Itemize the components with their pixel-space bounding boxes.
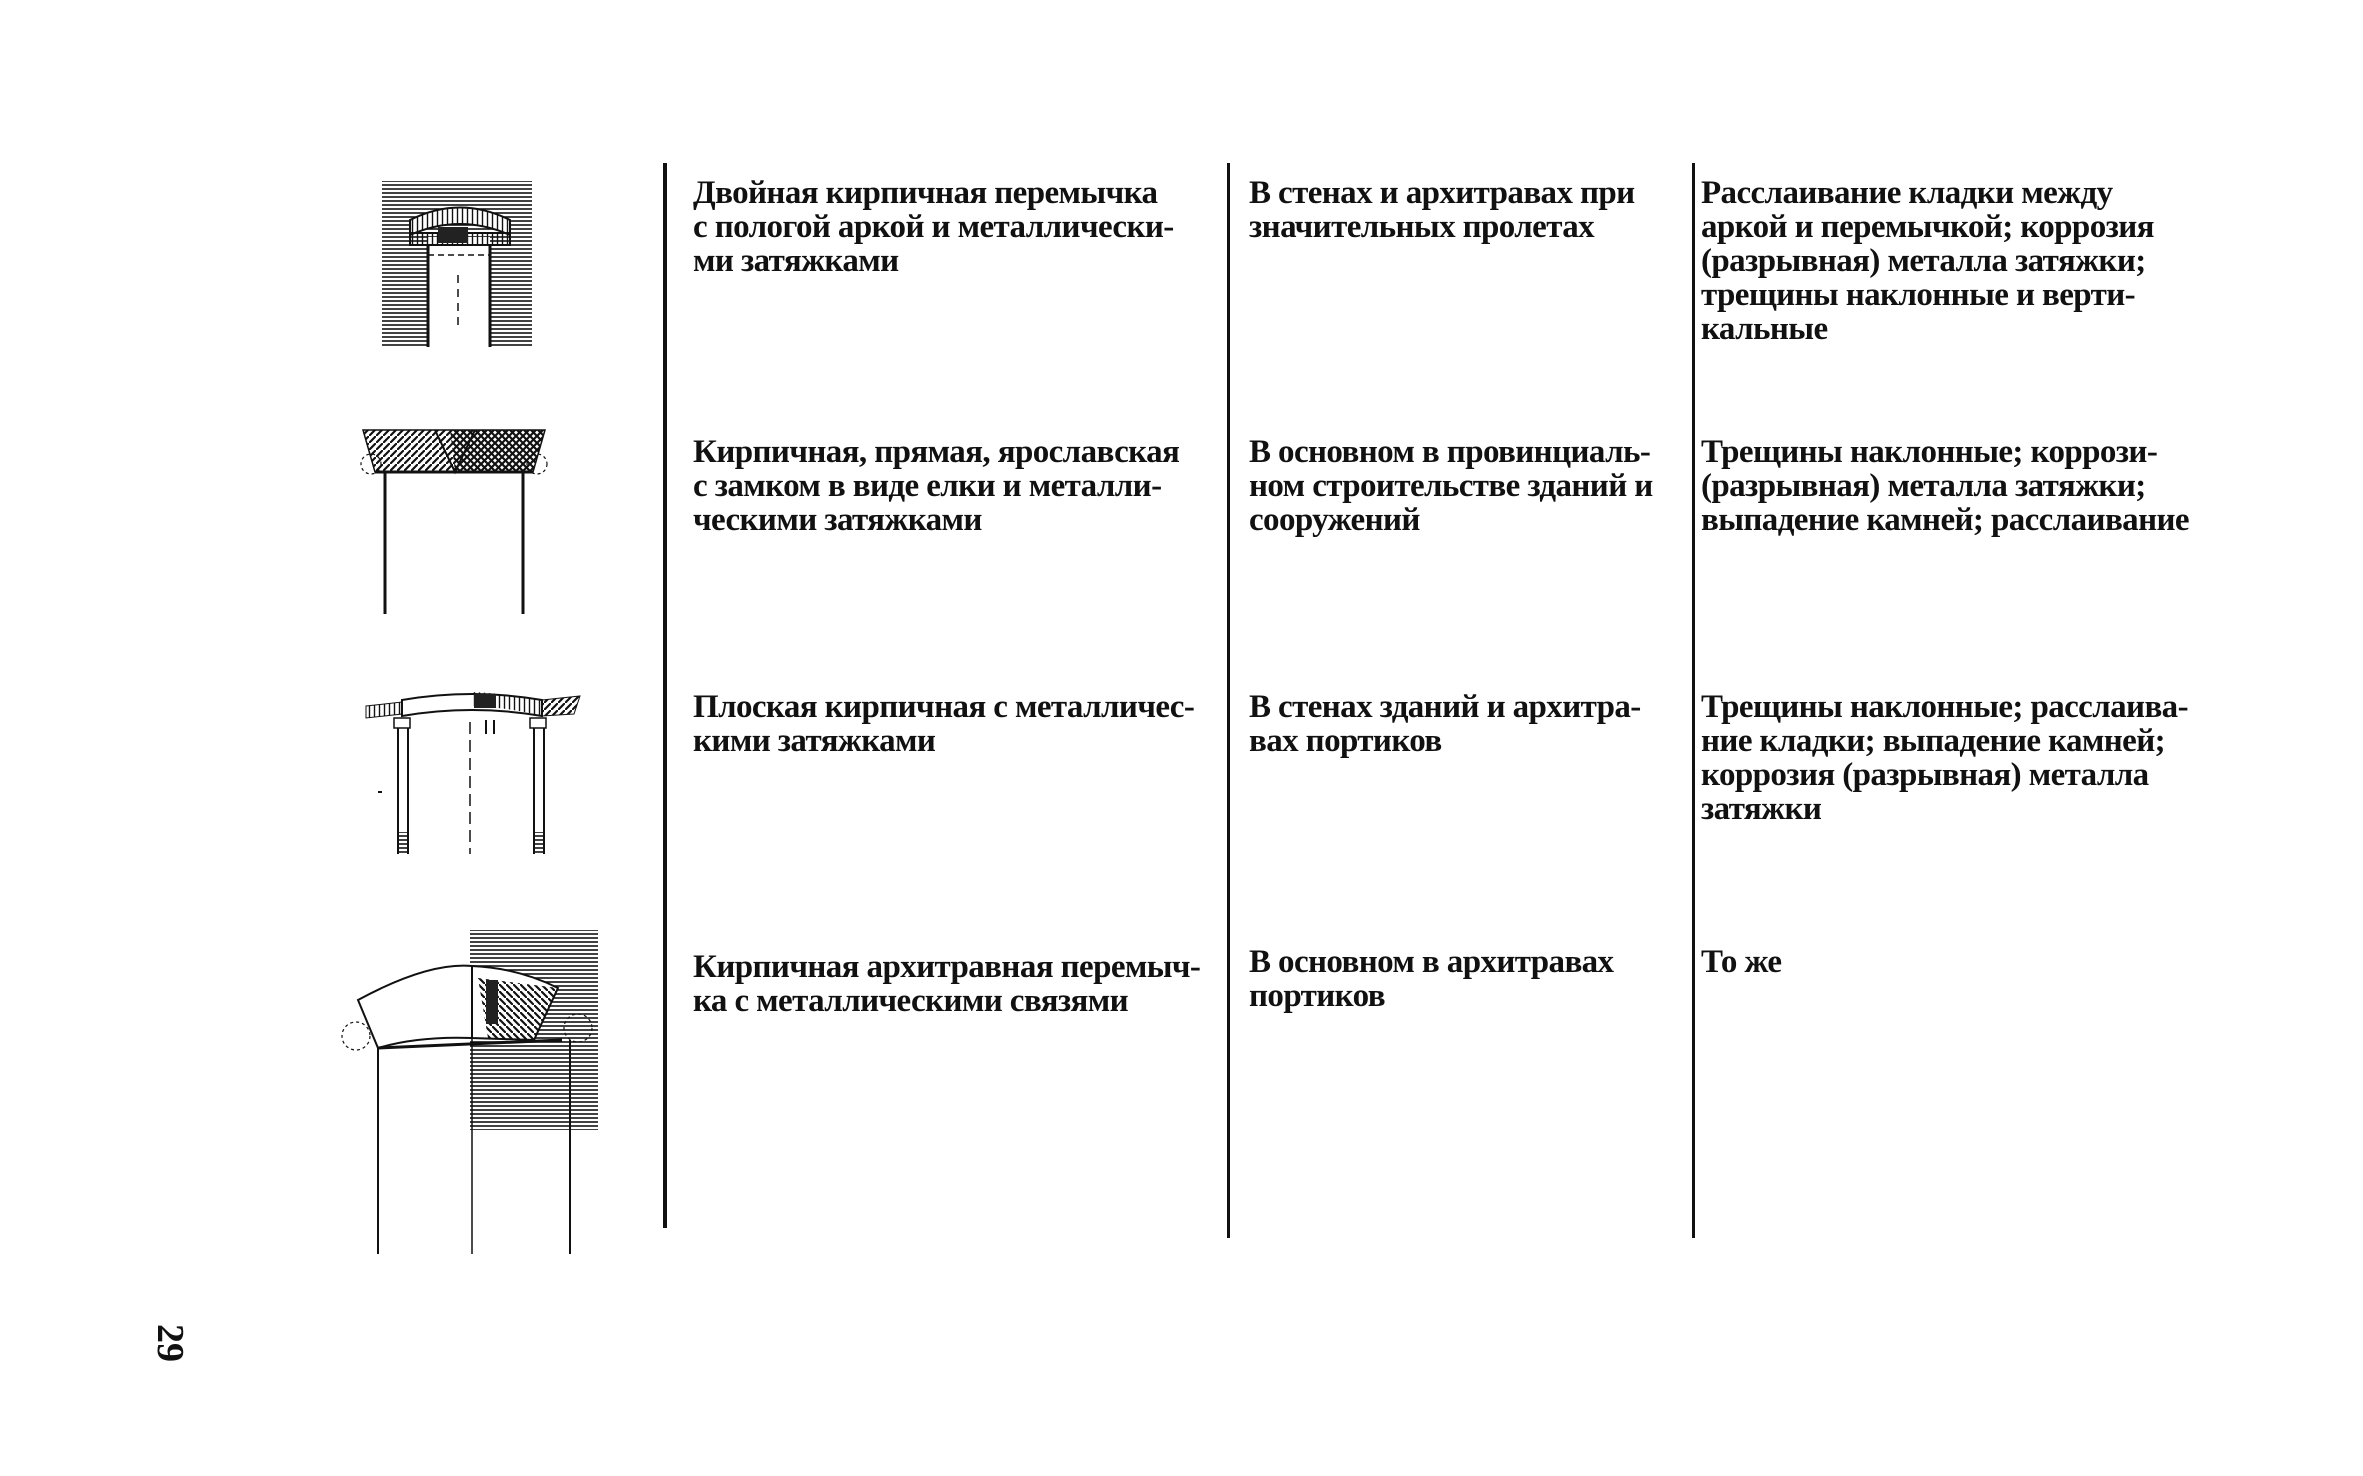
lintel-name: Кирпичная архитравная перемыч- ка с металлическими связями [693, 949, 1201, 1019]
lintel-defects: Трещины наклонные; коррози- (разрывная) металла затяжки; выпадение камней; расслаивание [1701, 434, 2189, 538]
column-divider [1692, 163, 1695, 1238]
architrave-brick-lintel-icon [338, 928, 618, 1258]
lintel-application: В стенах и архитравах при значительных пролетах [1249, 175, 1635, 245]
lintel-defects: Расслаивание кладки между аркой и перемычкой; коррозия (разрывная) металла затяжки; трещины наклонные и верти- кальные [1701, 175, 2154, 347]
lintel-application: В основном в провинциаль- ном строительстве зданий и сооружений [1249, 434, 1653, 538]
page-number: 29 [149, 1324, 191, 1362]
flat-brick-lintel-icon [362, 682, 587, 857]
lintel-defects: То же [1701, 944, 1782, 980]
double-brick-lintel-arch-icon [370, 175, 540, 350]
lintel-name: Кирпичная, прямая, ярославская с замком в виде елки и металли- ческими затяжками [693, 434, 1180, 538]
lintel-name: Плоская кирпичная с металличес- кими затяжками [693, 689, 1195, 759]
lintel-name: Двойная кирпичная перемычка с пологой аркой и металлически- ми затяжками [693, 175, 1174, 279]
column-divider [663, 163, 667, 1228]
lintel-application: В основном в архитравах портиков [1249, 944, 1614, 1014]
lintel-application: В стенах зданий и архитра- вах портиков [1249, 689, 1641, 759]
yaroslavl-herringbone-lintel-icon [355, 422, 555, 617]
lintel-defects: Трещины наклонные; расслаива- ние кладки; выпадение камней; коррозия (разрывная) металла затяжки [1701, 689, 2188, 827]
